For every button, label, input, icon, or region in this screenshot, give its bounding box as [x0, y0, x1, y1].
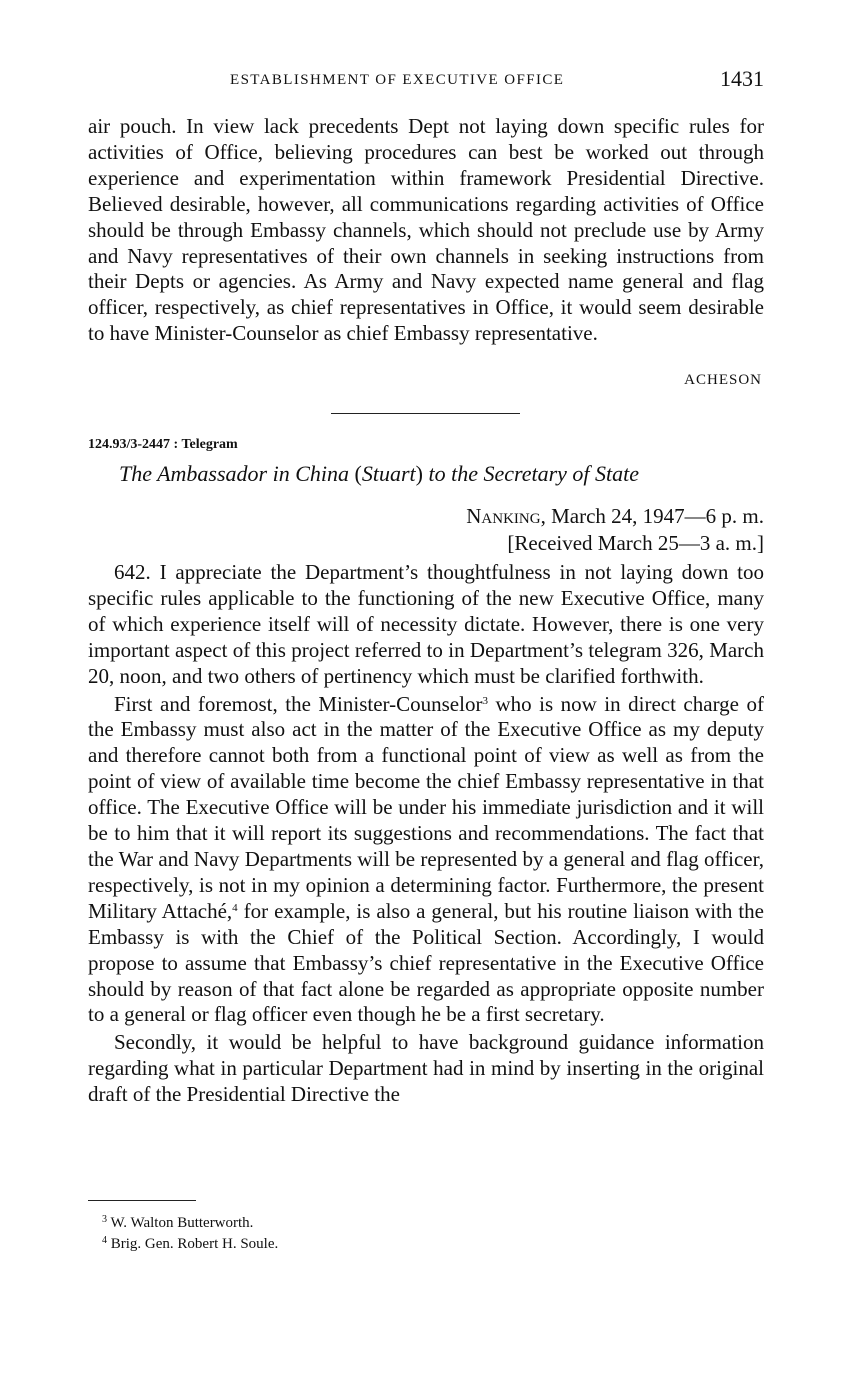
continuation-paragraph: air pouch. In view lack precedents Dept not laying down specific rules for activities of Office, believing procedures can best be worked out through experience and experimentation within framework Presidential Directive. Believed desirable, however, all communications regarding activities of Office should be through Embassy channels, which should not preclude use by Army and Navy representatives of their own channels in seeking instructions from their Depts or agencies. As Army and Navy expected name general and flag officer, respectively, as chief representatives in Office, it would seem desirable to have Minister-Counselor as chief Embassy representative. [88, 114, 764, 346]
footnote-text: Brig. Gen. Robert H. Soule. [110, 1236, 279, 1252]
footnote-text: W. Walton Butterworth. [110, 1215, 254, 1231]
dateline-place: Nanking [466, 504, 541, 528]
dateline-date: , March 24, 1947—6 p. m. [540, 504, 764, 528]
footnote [102, 1213, 278, 1234]
heading-sender: The Ambassador in China [119, 461, 355, 486]
dateline-sent [466, 503, 764, 530]
telegram-paragraph-2 [88, 692, 764, 1029]
heading-paren-close: ) [415, 461, 423, 486]
heading-name: Stuart [361, 461, 416, 486]
footnote-mark: 3 [102, 1214, 107, 1225]
paragraph-2-part-b: who is now in direct charge of the Embassy must also act in the matter of the Executive Office as my deputy and therefore cannot both from a functional point of view as well as from the point of view of available time become the chief Embassy representative in that office. The Executive Office will be under his immediate jurisdiction and it will be to him that it will report its suggestions and recommendations. The fact that the War and Navy Departments will be represented by a general and flag officer, respectively, is not in my opinion a determining factor. Furthermore, the present Military Attaché, [88, 691, 764, 923]
document-heading [119, 461, 639, 487]
page-number: 1431 [720, 66, 764, 91]
file-reference: 124.93/3-2447 : Telegram [88, 437, 238, 452]
heading-paren-open: ( [354, 461, 362, 486]
heading-recipient: to the Secretary of State [422, 461, 640, 486]
telegram-paragraph-1: 642. I appreciate the Department’s thoughtfulness in not laying down too specific rules applicable to the functioning of the new Executive Office, many of which experience itself will of necessity dictate. However, there is one very important aspect of this project referred to in Department’s telegram 326, March 20, noon, and two others of pertinency which must be clarified forthwith. [88, 560, 764, 688]
dateline [466, 503, 764, 557]
footnotes [102, 1213, 278, 1255]
paragraph-2-part-c: for example, is also a general, but his routine liaison with the Embassy is with the Chief of the Political Section. Accordingly, I would propose to assume that Embassy’s chief representative in the Executive Office should by reason of that fact alone be regarded as appropriate opposite number to a general or flag officer even though he be a first secretary. [88, 898, 764, 1027]
footnote [102, 1234, 278, 1255]
running-title: ESTABLISHMENT OF EXECUTIVE OFFICE [230, 72, 565, 88]
dateline-received: [Received March 25—3 a. m.] [507, 531, 764, 555]
section-divider [331, 413, 520, 414]
signature: ACHESON [684, 372, 762, 388]
footnote-ref-3: 3 [482, 694, 488, 707]
footnote-mark: 4 [102, 1235, 107, 1246]
footnote-ref-4: 4 [232, 901, 238, 914]
footnote-rule [88, 1200, 196, 1201]
telegram-body [88, 560, 764, 1108]
running-head [88, 66, 764, 94]
telegram-paragraph-3: Secondly, it would be helpful to have background guidance information regarding what in particular Department had in mind by inserting in the original draft of the Presidential Directive the [88, 1030, 764, 1107]
paragraph-2-part-a: First and foremost, the Minister-Counselor [114, 691, 483, 716]
